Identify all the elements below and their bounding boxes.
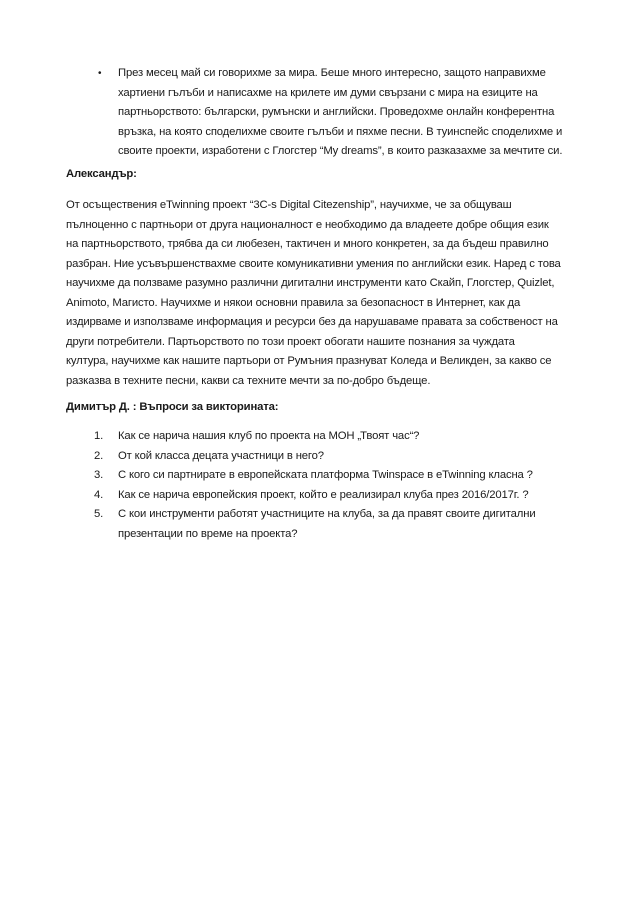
bullet-icon: • — [98, 68, 102, 79]
paragraph-line: Animoto, Магисто. Научихме и някои основни правила за безопасност в Интернет, как да — [66, 296, 521, 309]
question-number: 5. — [94, 508, 104, 520]
question-line: Как се нарича нашия клуб по проекта на МОН „Твоят час“? — [118, 430, 420, 442]
quiz-question — [92, 486, 572, 506]
bullet-line: партньорството: български, румънски и английски. Проведохме онлайн конферентна — [118, 106, 555, 118]
question-line: С кои инструменти работят участниците на клуба, за да правят своите дигитални — [118, 508, 536, 520]
question-number: 3. — [94, 469, 104, 481]
paragraph-alexander — [66, 196, 574, 391]
question-text — [118, 447, 572, 467]
quiz-question — [92, 427, 572, 447]
bullet-line: През месец май си говорихме за мира. Беше много интересно, защото направихме — [118, 67, 546, 79]
quiz-question — [92, 505, 572, 544]
paragraph-line: От осъществения eTwinning проект “3C-s Digital Citezenship”, научихме, че за общуваш — [66, 199, 512, 211]
paragraph-line: други потребители. Партьорството по този проект обогати нашите познания за чуждата — [66, 335, 515, 348]
question-line: презентации по време на проекта? — [118, 527, 298, 540]
paragraph-line: разказва в техните песни, какви са техните мечти за по-добро бъдеще. — [66, 374, 431, 387]
question-line: С кого си партнирате в европейската платформа Twinspace в eTwinning класна ? — [118, 469, 533, 481]
bullet-item — [92, 64, 572, 162]
question-line: От кой класса децата участници в него? — [118, 449, 324, 462]
bullet-text — [118, 64, 572, 162]
quiz-question-list — [92, 427, 572, 544]
paragraph-line: научихме да ползваме разумно различни дигитални инструменти като Скайп, Глогстер, Quizlet, — [66, 277, 555, 289]
question-text — [118, 486, 572, 506]
bullet-line: връзка, на която споделихме своите гълъби и пяхме песни. В туинспейс споделихме и — [118, 125, 563, 138]
question-text — [118, 427, 572, 447]
paragraph-line: на партньорството, трябва да си любезен, тактичен и много конкретен, за да бъдеш правилно — [66, 238, 549, 250]
question-number: 2. — [94, 449, 104, 462]
bullet-line: своите проекти, изработени с Глогстер “My dreams”, в които разказахме за мечтите си. — [118, 145, 563, 157]
question-number: 4. — [94, 488, 104, 501]
section-heading-quiz: Димитър Д. : Въпроси за викторината: — [66, 401, 279, 413]
question-line: Как се нарича европейския проект, който е реализирал клуба през 2016/2017г. ? — [118, 488, 529, 501]
paragraph-line: издирваме и използваме информация и ресурси без да нарушаваме правата за собственост на — [66, 316, 558, 328]
section-heading-alexander: Александър: — [66, 168, 137, 180]
paragraph-line: култура, научихме как нашите партьори от Румъния празнуват Коледа и Великден, за какво се — [66, 355, 552, 367]
question-text — [118, 466, 572, 486]
quiz-question — [92, 466, 572, 486]
paragraph-line: разбран. Ние усъвършенствахме своите комуникативни умения по английски език. Наред с това — [66, 257, 561, 270]
bullet-list — [92, 64, 572, 162]
paragraph-line: пълноценно с партньори от друга националност е необходимо да владеете добре общия език — [66, 218, 549, 231]
question-number: 1. — [94, 430, 104, 442]
question-text — [118, 505, 572, 544]
bullet-line: хартиени гълъби и написахме на крилете им думи свързани с мира на езиците на — [118, 86, 538, 99]
quiz-question — [92, 447, 572, 467]
